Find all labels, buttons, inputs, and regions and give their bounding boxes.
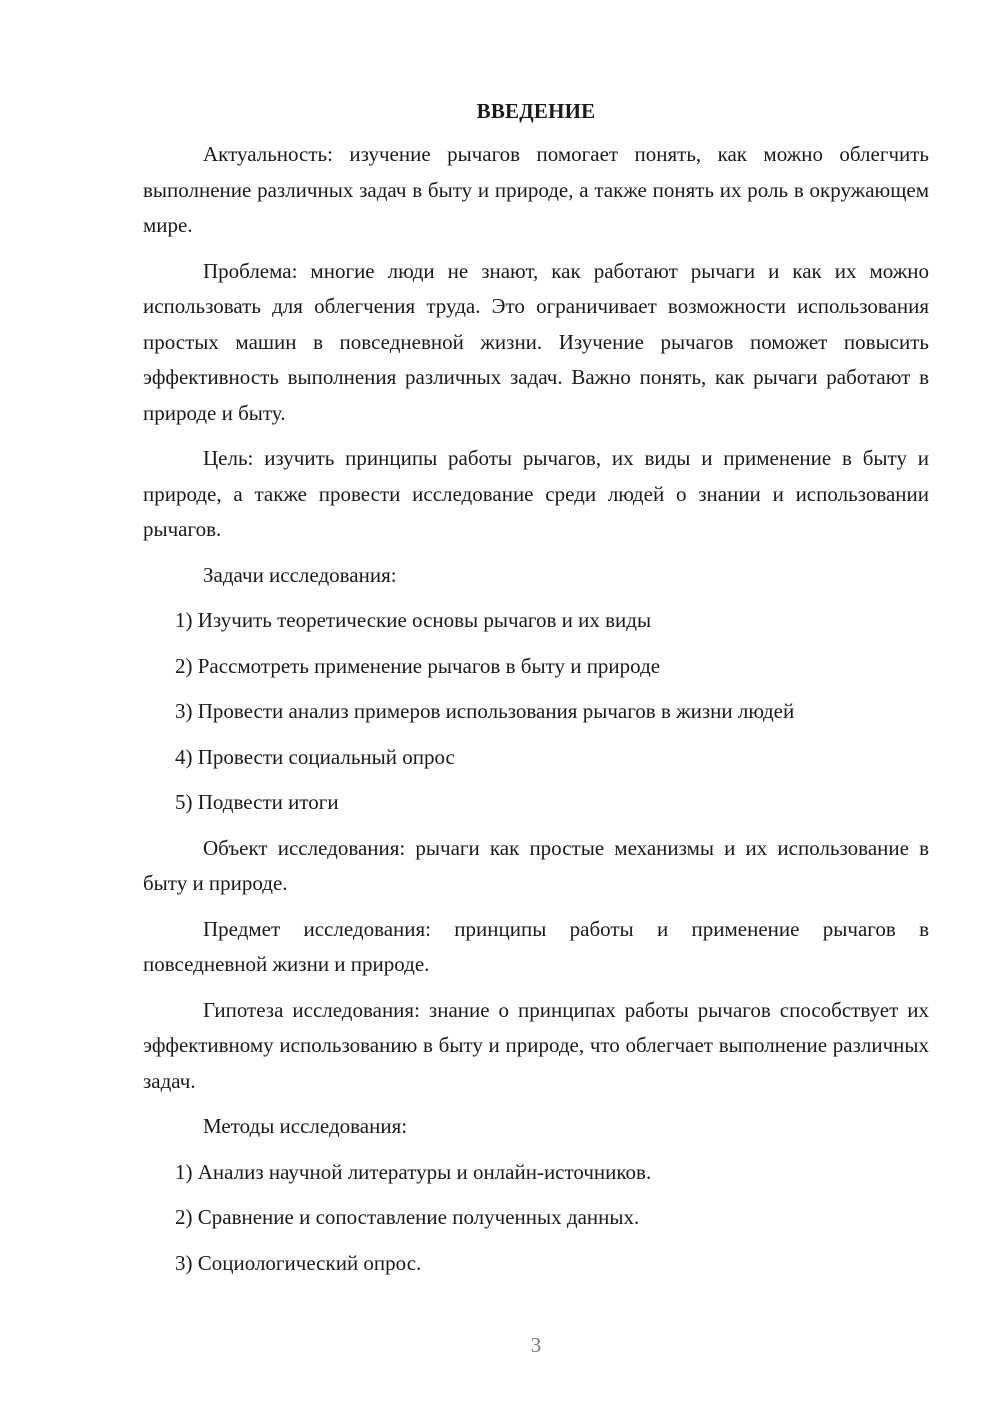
hypothesis-paragraph: Гипотеза исследования: знание о принципах работы рычагов способствует их эффективному использованию в быту и природе, что облегчает выполнение различных задач.	[143, 997, 929, 1093]
relevance-paragraph: Актуальность: изучение рычагов помогает понять, как можно облегчить выполнение различных задач в быту и природе, а также понять их роль в окружающем мире.	[143, 142, 929, 237]
list-item: 1) Анализ научной литературы и онлайн-источников.	[175, 1159, 652, 1184]
goal-paragraph: Цель: изучить принципы работы рычагов, их виды и применение в быту и природе, а также провести исследование среди людей о знании и использовании рычагов.	[143, 446, 929, 541]
list-item: 3) Социологический опрос.	[175, 1250, 422, 1275]
document-title: ВВЕДЕНИЕ	[476, 99, 596, 123]
methods-list	[143, 1155, 929, 1282]
list-item: 2) Сравнение и сопоставление полученных данных.	[175, 1205, 640, 1229]
list-item: 4) Провести социальный опрос	[175, 744, 455, 769]
object-paragraph: Объект исследования: рычаги как простые механизмы и их использование в быту и природе.	[143, 835, 929, 895]
list-item: 1) Изучить теоретические основы рычагов и их виды	[175, 608, 652, 632]
problem-paragraph: Проблема: многие люди не знают, как работают рычаги и как их можно использовать для облегчения труда. Это ограничивает возможности использования простых машин в повседневной жизни. Изучение рычагов поможет повысить эффективность выполнения различных задач. Важно понять, как рычаги работают в природе и быту.	[143, 258, 929, 425]
page-number: 3	[530, 1333, 542, 1357]
tasks-heading: Задачи исследования:	[203, 562, 397, 587]
list-item: 3) Провести анализ примеров использования рычагов в жизни людей	[175, 699, 795, 723]
methods-heading: Методы исследования:	[203, 1114, 408, 1138]
list-item: 2) Рассмотреть применение рычагов в быту и природе	[175, 653, 661, 678]
list-item: 5) Подвести итоги	[175, 790, 339, 814]
tasks-list	[143, 603, 929, 821]
document-page	[143, 96, 929, 1291]
subject-paragraph: Предмет исследования: принципы работы и применение рычагов в повседневной жизни и природе.	[143, 916, 929, 976]
